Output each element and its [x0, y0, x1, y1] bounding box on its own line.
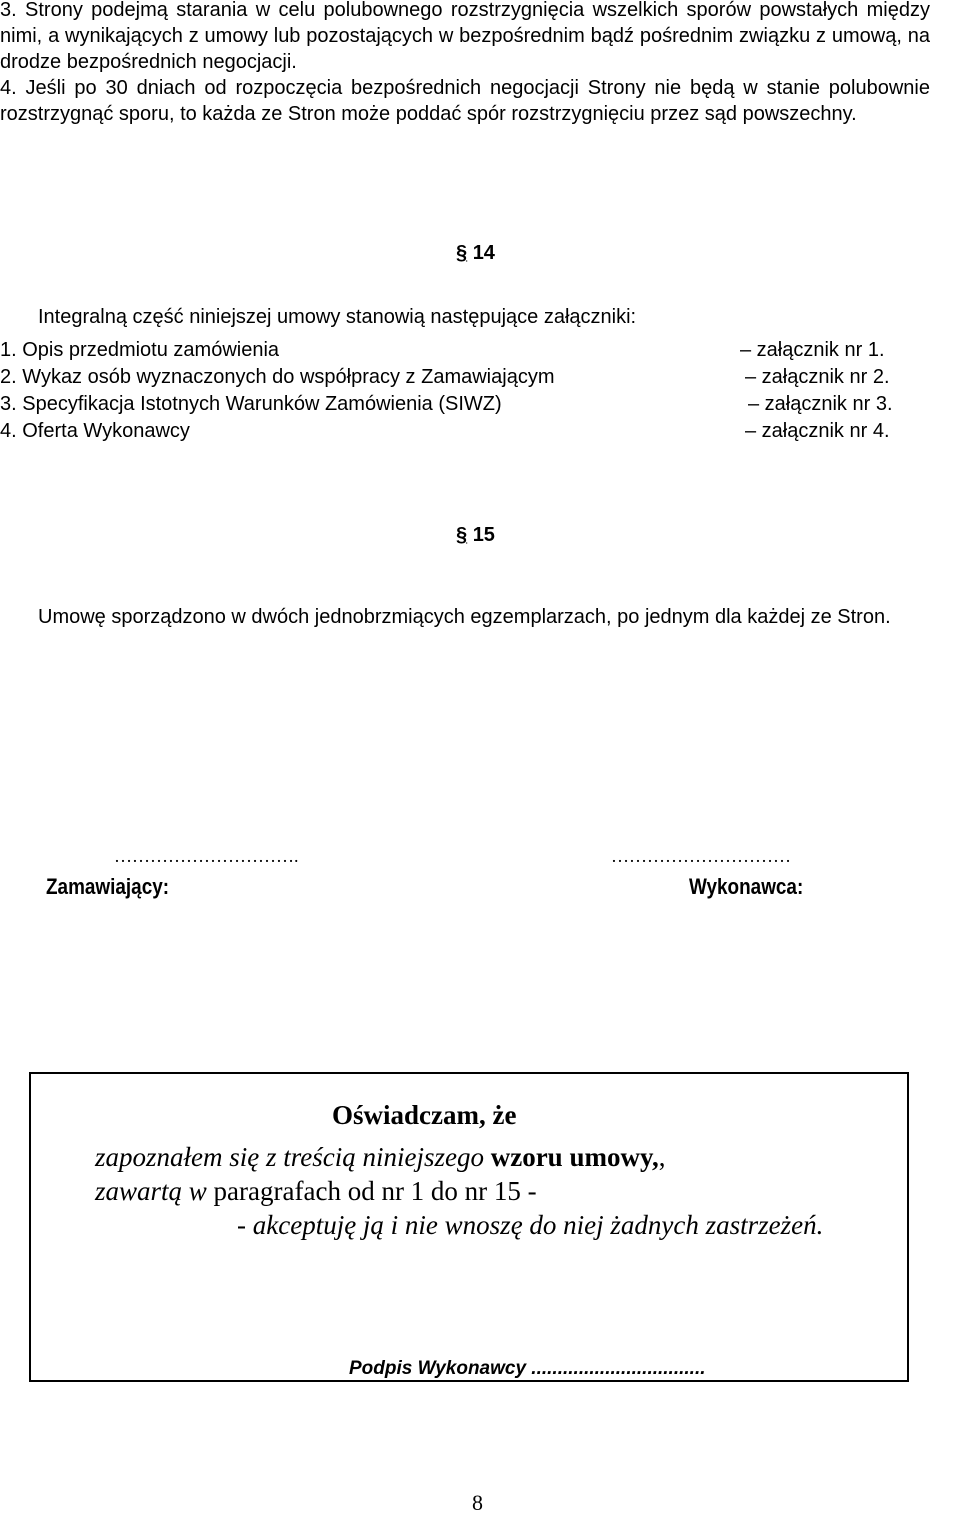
section-14-intro: Integralną część niniejszej umowy stanowią następujące załączniki:	[38, 306, 637, 328]
attachment-list-item	[0, 391, 930, 417]
attachment-ref: – załącznik nr 1.	[740, 339, 885, 361]
paragraph-4	[0, 75, 930, 127]
page-number: 8	[472, 1490, 483, 1515]
right-signature-label: Wykonawca:	[689, 874, 804, 899]
declaration-line-2-normal: paragrafach od nr 1 do nr 15 -	[213, 1176, 537, 1206]
left-signature-label: Zamawiający:	[46, 874, 170, 899]
paragraph-3-number: 3.	[0, 0, 17, 21]
section-15-number: 15	[472, 524, 495, 546]
declaration-line-1-bold: wzoru umowy,	[490, 1142, 659, 1172]
section-14-number: 14	[472, 242, 495, 264]
attachment-ref: – załącznik nr 4.	[745, 420, 890, 442]
attachment-list-item	[0, 418, 930, 444]
attachment-name: 1. Opis przedmiotu zamówienia	[0, 339, 280, 361]
section-sign: §	[456, 242, 468, 264]
paragraph-3-text: Strony podejmą starania w celu polubownego rozstrzygnięcia wszelkich sporów powstałych między nimi, a wynikających z umowy lub pozostających w bezpośrednim bądź pośrednim związku z umową, na drodze bezpośrednich negocjacji.	[0, 0, 930, 73]
section-14-heading	[456, 242, 495, 265]
attachment-ref: – załącznik nr 2.	[745, 366, 890, 388]
attachment-list-item	[0, 337, 930, 363]
attachment-name: 4. Oferta Wykonawcy	[0, 420, 190, 442]
paragraph-4-number: 4.	[0, 77, 17, 99]
contractor-signature-label: Podpis Wykonawcy .................................	[349, 1358, 706, 1379]
attachment-name: 3. Specyfikacja Istotnych Warunków Zamówienia (SIWZ)	[0, 393, 502, 415]
paragraph-3	[0, 0, 930, 75]
attachment-list-item	[0, 364, 930, 390]
right-signature-line: …………………………	[611, 846, 791, 866]
paragraph-4-text: Jeśli po 30 dniach od rozpoczęcia bezpośrednich negocjacji Strony nie będą w stanie polubownie rozstrzygnąć sporu, to każda ze Stron może poddać spór rozstrzygnięciu przez sąd powszechny.	[0, 77, 930, 125]
declaration-line-1	[95, 1142, 665, 1173]
declaration-line-2-italic: zawartą w	[95, 1176, 214, 1206]
declaration-title: Oświadczam, że	[332, 1100, 517, 1130]
section-15-heading	[456, 524, 495, 547]
declaration-line-1-italic: zapoznałem się z treścią niniejszego	[95, 1142, 491, 1172]
declaration-line-2	[95, 1176, 537, 1207]
attachment-name: 2. Wykaz osób wyznaczonych do współpracy z Zamawiającym	[0, 366, 555, 388]
declaration-line-3: - akceptuję ją i nie wnoszę do niej żadnych zastrzeżeń.	[237, 1210, 824, 1240]
left-signature-line: ………………………….	[114, 846, 299, 866]
attachment-ref: – załącznik nr 3.	[748, 393, 893, 415]
declaration-line-1-tail: ,	[658, 1142, 666, 1172]
section-15-text: Umowę sporządzono w dwóch jednobrzmiących egzemplarzach, po jednym dla każdej ze Stron.	[38, 606, 891, 628]
section-sign: §	[456, 524, 468, 546]
